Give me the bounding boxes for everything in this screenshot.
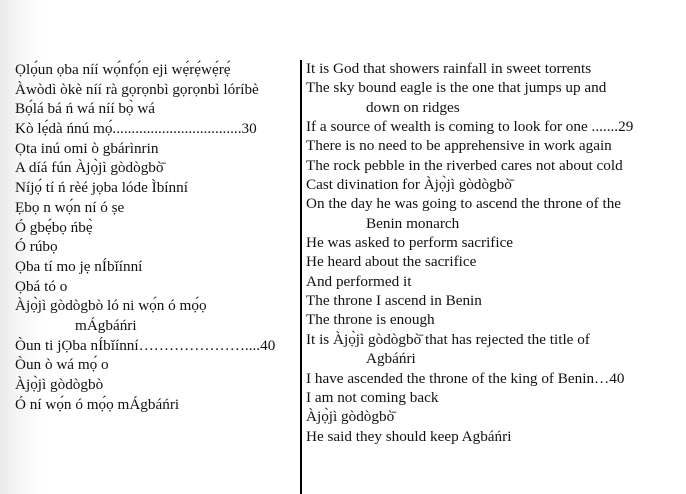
english-line: He was asked to perform sacrifice <box>306 234 514 252</box>
english-line: It is Àjọ̀jì gòdògbò̄ that has rejected the title of <box>306 330 590 348</box>
yoruba-column <box>15 60 297 414</box>
english-column <box>306 59 684 446</box>
yoruba-line: Ọta inú omi ò gbárìnrin <box>15 139 159 157</box>
column-divider <box>300 60 302 494</box>
yoruba-line-continuation: mÁgbáńri <box>75 316 137 334</box>
english-line-continuation: Benin monarch <box>366 214 460 232</box>
english-line: I am not coming back <box>306 388 439 406</box>
yoruba-line: Ẹbọ n wọ́n ní ó ṣe <box>15 198 125 216</box>
yoruba-line: Níjọ́ tí ń rèé jọba lóde Ìbínní <box>15 179 188 197</box>
english-line-continuation: down on ridges <box>366 98 460 116</box>
yoruba-line: Ó rúbọ <box>15 238 58 256</box>
yoruba-line: Òun ò wá mọ́ o <box>15 356 109 374</box>
yoruba-line: Ó gbẹ́bọ ńbẹ̀ <box>15 218 93 236</box>
english-line: Àjọ̀jì gòdògbò̄ <box>306 408 395 426</box>
english-line: The throne I ascend in Benin <box>306 292 482 310</box>
english-line: He said they should keep Agbáńri <box>306 427 512 445</box>
yoruba-line: Ó ní wọ́n ó mọ́ọ mÁgbáńri <box>15 395 180 413</box>
english-line: He heard about the sacrifice <box>306 253 477 271</box>
yoruba-line: Kò lẹ́dà ńnú mọ́..................................30 <box>15 120 257 138</box>
yoruba-line: A díá fún Àjọ̀jì gòdògbò̄ <box>15 159 164 177</box>
yoruba-line: Ọba tí mo jẹ nÍbǐínní <box>15 257 143 275</box>
yoruba-line: Bọ́lá bá ń wá níí bọ̀ wá <box>15 100 156 118</box>
english-line: It is God that showers rainfall in sweet torrents <box>306 60 592 77</box>
english-line: Cast divination for Àjọ̀jì gòdògbò̄ <box>306 176 512 194</box>
english-line: I have ascended the throne of the king of Benin…40 <box>306 369 625 387</box>
yoruba-line: Ọlọ́un ọba níí wọ́nfọ́n eji wẹ́rẹ́wẹ́rẹ́ <box>15 61 231 78</box>
yoruba-line: Àwòdì òkè níí rà gọrọnbì gọrọnbì lóríbè <box>15 80 259 98</box>
yoruba-line: Òun ti jỌba nÍbǐínní…………………....40 <box>15 336 276 354</box>
english-line: The sky bound eagle is the one that jumps up and <box>306 79 607 97</box>
yoruba-line: Ọbá tó o <box>15 277 68 295</box>
yoruba-line: Àjọ̀jì gòdògbò <box>15 376 104 393</box>
english-line: There is no need to be apprehensive in work again <box>306 137 612 155</box>
yoruba-line: Àjọ̀jì gòdògbò ló ni wọ́n ó mọ́ọ <box>15 297 207 315</box>
english-line: If a source of wealth is coming to look for one .......29 <box>306 118 634 136</box>
english-line: The throne is enough <box>306 311 435 329</box>
english-line-continuation: Agbáńri <box>366 350 416 368</box>
english-line: And performed it <box>306 272 412 290</box>
english-line: The rock pebble in the riverbed cares not about cold <box>306 156 623 174</box>
english-line: On the day he was going to ascend the throne of the <box>306 195 622 213</box>
